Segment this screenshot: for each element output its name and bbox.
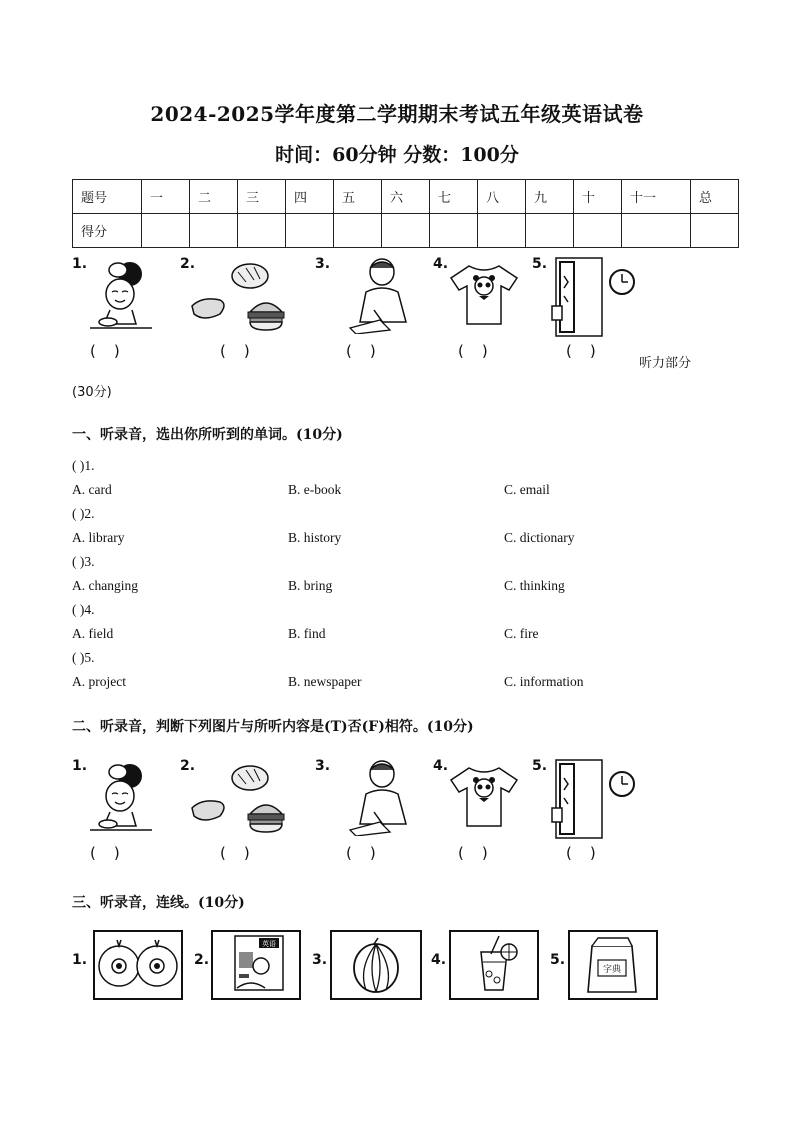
score-cell: 一: [142, 180, 190, 214]
section-heading: 二、听录音，判断下列图片与所听内容是(T)否(F)相符。(10分): [72, 719, 474, 735]
door-clock-icon: [550, 758, 640, 840]
answer-paren[interactable]: (): [346, 342, 394, 360]
option-c[interactable]: C. fire: [504, 626, 539, 641]
score-input-cell[interactable]: [430, 214, 478, 248]
answer-paren[interactable]: (): [220, 844, 268, 862]
watermelon-picture-box[interactable]: [330, 930, 422, 1000]
score-cell: 十一: [622, 180, 691, 214]
score-cell: 九: [526, 180, 574, 214]
listening-label: 听力部分: [639, 356, 692, 371]
score-cell: 总: [691, 180, 739, 214]
girl-cooking-icon: [90, 762, 152, 834]
section-heading: 一、听录音，选出你所听到的单词。(10分): [72, 427, 343, 443]
item-number: 3.: [312, 952, 328, 968]
score-cell: 五: [334, 180, 382, 214]
cd-discs-icon: [95, 932, 181, 998]
panda-tshirt-icon: [449, 764, 519, 830]
score-input-cell[interactable]: [382, 214, 430, 248]
option-b[interactable]: B. bring: [288, 578, 333, 593]
item-number: 3.: [315, 256, 331, 272]
option-c[interactable]: C. email: [504, 482, 550, 497]
score-input-cell[interactable]: [286, 214, 334, 248]
option-b[interactable]: B. find: [288, 626, 326, 641]
page-title: 2024-2025学年度第二学期期末考试五年级英语试卷: [150, 102, 644, 126]
question-stem: ( )4.: [72, 602, 95, 617]
item-number: 1.: [72, 758, 88, 774]
score-cell: 二: [190, 180, 238, 214]
question-stem: ( )5.: [72, 650, 95, 665]
score-input-cell[interactable]: [526, 214, 574, 248]
option-c[interactable]: C. thinking: [504, 578, 565, 593]
item-number: 5.: [532, 758, 548, 774]
paper-bag-icon: [570, 932, 656, 998]
score-cell: 题号: [73, 180, 142, 214]
english-book-icon: [213, 932, 299, 998]
bag-picture-box[interactable]: [568, 930, 658, 1000]
answer-paren[interactable]: (): [458, 342, 506, 360]
book-picture-box[interactable]: [211, 930, 301, 1000]
option-a[interactable]: A. project: [72, 674, 126, 689]
option-a[interactable]: A. field: [72, 626, 114, 641]
section-heading: 三、听录音，连线。(10分): [72, 895, 245, 911]
exam-info: 时间：60分钟 分数：100分: [275, 144, 519, 166]
item-number: 1.: [72, 952, 88, 968]
item-number: 2.: [180, 758, 196, 774]
juice-glass-icon: [451, 932, 537, 998]
option-a[interactable]: A. library: [72, 530, 125, 545]
score-input-cell[interactable]: [574, 214, 622, 248]
score-cell: 八: [478, 180, 526, 214]
item-number: 4.: [433, 758, 449, 774]
score-input-cell[interactable]: [334, 214, 382, 248]
answer-paren[interactable]: (): [566, 844, 614, 862]
picture-row-top: [72, 256, 712, 336]
question-stem: ( )2.: [72, 506, 95, 521]
juice-picture-box[interactable]: [449, 930, 539, 1000]
door-clock-icon: [550, 256, 640, 338]
answer-paren[interactable]: (): [220, 342, 268, 360]
score-cell: 六: [382, 180, 430, 214]
answer-paren[interactable]: (): [566, 342, 614, 360]
cd-picture-box[interactable]: [93, 930, 183, 1000]
option-b[interactable]: B. history: [288, 530, 342, 545]
question-stem: ( )3.: [72, 554, 95, 569]
item-number: 1.: [72, 256, 88, 272]
score-input-cell[interactable]: [238, 214, 286, 248]
score-cell: 得分: [73, 214, 142, 248]
option-b[interactable]: B. newspaper: [288, 674, 362, 689]
option-a[interactable]: A. card: [72, 482, 112, 497]
item-number: 3.: [315, 758, 331, 774]
item-number: 2.: [194, 952, 210, 968]
score-cell: 七: [430, 180, 478, 214]
option-c[interactable]: C. information: [504, 674, 584, 689]
score-table-header-row: [73, 180, 739, 214]
score-table-score-row: [73, 214, 739, 248]
bread-hamburger-icon: [188, 262, 288, 332]
item-number: 5.: [550, 952, 566, 968]
score-table: [72, 179, 739, 248]
picture-row-section2: [72, 758, 712, 838]
bread-hamburger-icon: [188, 764, 288, 834]
score-cell: 四: [286, 180, 334, 214]
answer-paren[interactable]: (): [346, 844, 394, 862]
panda-tshirt-icon: [449, 262, 519, 328]
option-a[interactable]: A. changing: [72, 578, 138, 593]
option-c[interactable]: C. dictionary: [504, 530, 575, 545]
boy-writing-icon: [348, 760, 414, 836]
bag-label: 字典: [602, 965, 622, 975]
answer-paren[interactable]: (): [458, 844, 506, 862]
item-number: 4.: [433, 256, 449, 272]
item-number: 2.: [180, 256, 196, 272]
score-input-cell[interactable]: [190, 214, 238, 248]
score-cell: 三: [238, 180, 286, 214]
answer-paren[interactable]: (): [90, 844, 138, 862]
score-input-cell[interactable]: [691, 214, 739, 248]
score-input-cell[interactable]: [142, 214, 190, 248]
item-number: 4.: [431, 952, 447, 968]
watermelon-icon: [332, 932, 420, 998]
question-stem: ( )1.: [72, 458, 95, 473]
book-label: 英语: [262, 940, 276, 948]
girl-cooking-icon: [90, 260, 152, 332]
points-label: (30分): [72, 385, 112, 400]
option-b[interactable]: B. e-book: [288, 482, 342, 497]
score-cell: 十: [574, 180, 622, 214]
item-number: 5.: [532, 256, 548, 272]
boy-writing-icon: [348, 258, 414, 334]
score-input-cell[interactable]: [622, 214, 691, 248]
score-input-cell[interactable]: [478, 214, 526, 248]
answer-paren[interactable]: (): [90, 342, 138, 360]
